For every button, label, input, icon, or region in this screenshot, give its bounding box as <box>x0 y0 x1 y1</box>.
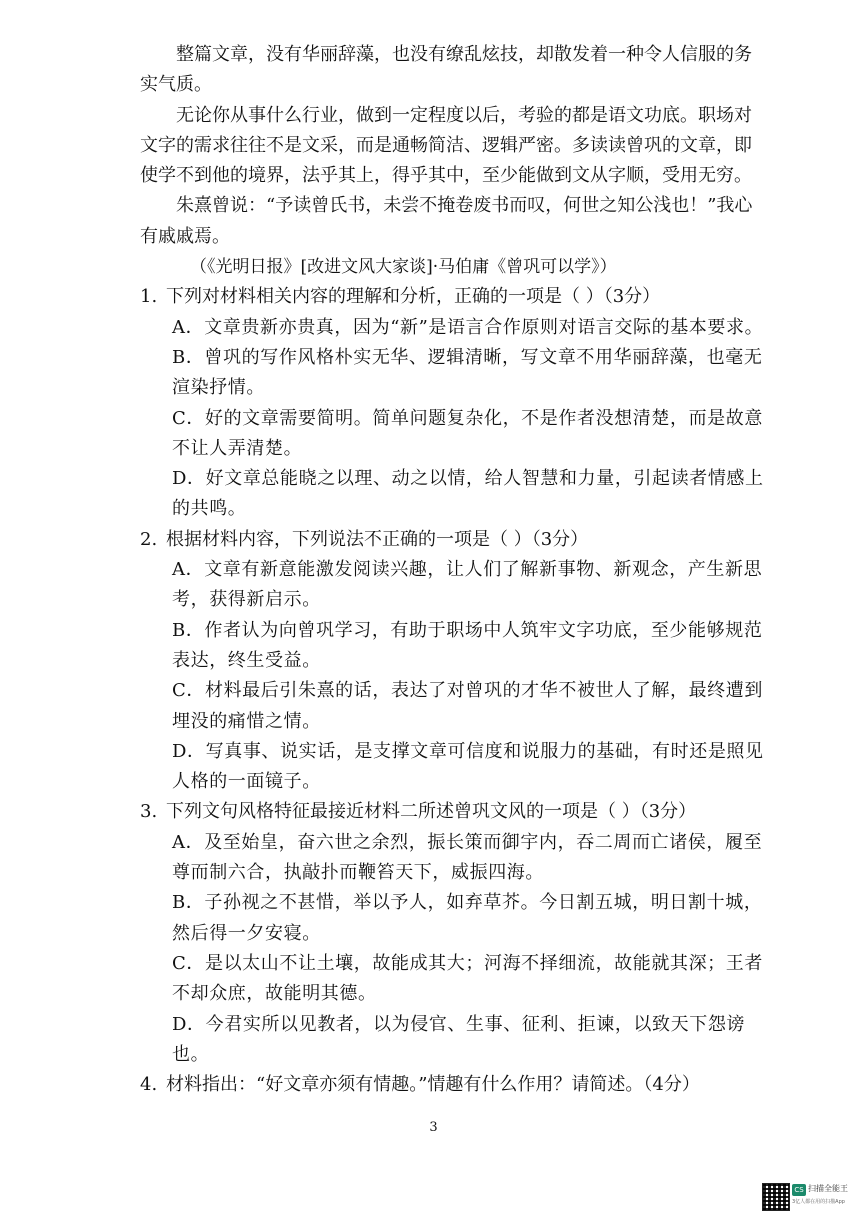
watermark-brand: 扫描全能王 <box>808 1184 848 1193</box>
option-b: B．子孙视之不甚惜，举以予人，如弃草芥。今日割五城，明日割十城，然后得一夕安寝。 <box>172 892 763 944</box>
question <box>140 797 765 1070</box>
question-stem: 材料指出：“好文章亦须有情趣。”情趣有什么作用？请简述。（4分） <box>166 1074 700 1096</box>
option-a: A．文章有新意能激发阅读兴趣，让人们了解新事物、新观念，产生新思考，获得新启示。 <box>172 559 763 611</box>
question-number: 2. <box>140 528 158 550</box>
option-d: D．写真事、说实话，是支撑文章可信度和说服力的基础，有时还是照见人格的一面镜子。 <box>172 740 764 793</box>
option-b: B．曾巩的写作风格朴实无华、逻辑清晰，写文章不用华丽辞藻，也毫无渲染抒情。 <box>172 346 763 399</box>
question <box>140 282 765 524</box>
option-a: A．及至始皇，奋六世之余烈，振长策而御宇内，吞二周而亡诸侯，履至尊而制六合，执敲扑而鞭笞天下，威振四海。 <box>172 831 763 884</box>
question <box>140 1070 765 1100</box>
scanner-watermark <box>762 1183 862 1213</box>
page-number: 3 <box>429 1120 438 1135</box>
watermark-tagline: 3亿人都在用的扫描App <box>792 1199 845 1205</box>
question-number: 3. <box>140 801 158 823</box>
question-number: 1. <box>140 286 158 308</box>
option-c: C．材料最后引朱熹的话，表达了对曾巩的才华不被世人了解，最终遭到埋没的痛惜之情。 <box>172 680 763 732</box>
passage-paragraph: 无论你从事什么行业，做到一定程度以后，考验的都是语文功底。职场对文字的需求往往不是文采，而是通畅简洁、逻辑严密。多读读曾巩的文章，即使学不到他的境界，法乎其上，得乎其中，至少能做到文从字顺，受用无穷。 <box>140 104 752 187</box>
passage-source: （《光明日报》[改进文风大家谈]·马伯庸《曾巩可以学》） <box>190 257 617 278</box>
question <box>140 525 765 798</box>
option-b: B．作者认为向曾巩学习，有助于职场中人筑牢文字功底，至少能够规范表达，终生受益。 <box>172 619 763 671</box>
option-c: C．好的文章需要简明。简单问题复杂化，不是作者没想清楚，而是故意不让人弄清楚。 <box>172 407 763 459</box>
passage-paragraph: 整篇文章，没有华丽辞藻，也没有缭乱炫技，却散发着一种令人信服的务实气质。 <box>140 44 752 96</box>
option-d: D．好文章总能晓之以理、动之以情，给人智慧和力量，引起读者情感上的共鸣。 <box>172 468 764 520</box>
camscanner-logo-icon: CS <box>792 1184 806 1196</box>
question-stem: 下列文句风格特征最接近材料二所述曾巩文风的一项是（ ）（3分） <box>166 801 697 823</box>
question-number: 4. <box>140 1074 158 1096</box>
page-content <box>140 40 765 1100</box>
option-a: A．文章贵新亦贵真，因为“新”是语言合作原则对语言交际的基本要求。 <box>172 316 764 338</box>
option-c: C．是以太山不让土壤，故能成其大；河海不择细流，故能就其深；王者不却众庶，故能明其德。 <box>172 952 763 1005</box>
passage-paragraph: 朱熹曾说：“予读曾氏书，未尝不掩卷废书而叹，何世之知公浅也！”我心有戚戚焉。 <box>140 195 753 247</box>
qr-code-icon <box>762 1183 790 1211</box>
option-d: D．今君实所以见教者，以为侵官、生事、征利、拒谏，以致天下怨谤也。 <box>172 1013 746 1065</box>
question-stem: 下列对材料相关内容的理解和分析，正确的一项是（ ）（3分） <box>166 286 661 308</box>
question-stem: 根据材料内容，下列说法不正确的一项是（ ）（3分） <box>166 528 589 550</box>
